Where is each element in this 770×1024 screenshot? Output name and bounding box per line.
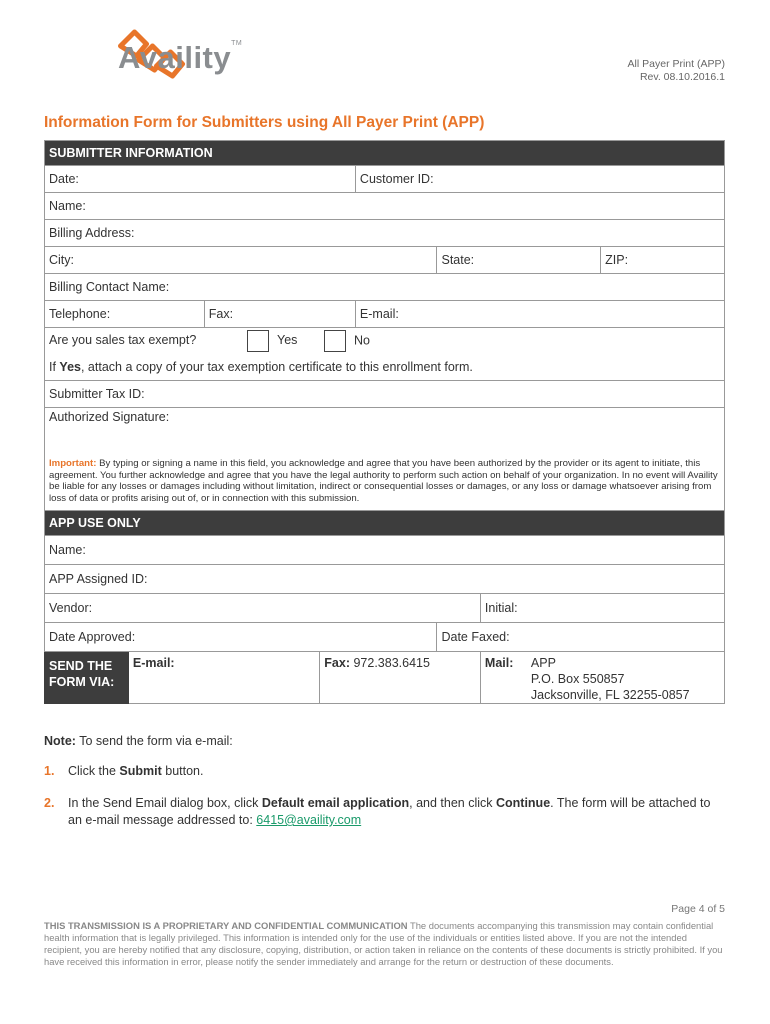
date-faxed-field[interactable] (437, 623, 725, 652)
yes-label: Yes (277, 333, 298, 348)
zip-field[interactable] (601, 247, 725, 274)
revision-block (628, 58, 725, 84)
step-2: 2. In the Send Email dialog box, click Default email application, and then click Continue. The form will be attached to an e-mail message addressed to: 6415@availity.com (44, 796, 711, 827)
send-mail-label: Mail: (484, 656, 514, 671)
date-approved-field[interactable] (45, 623, 437, 652)
vendor-label: Vendor: (49, 601, 93, 616)
state-field[interactable] (437, 247, 601, 274)
page-number: Page 4 of 5 (671, 903, 725, 915)
telephone-label: Telephone: (49, 307, 111, 321)
tax-exempt-row (45, 328, 725, 355)
document-name: All Payer Print (APP) (627, 58, 725, 70)
fax-number: 972.383.6415 (349, 656, 430, 671)
send-mail-cell (480, 652, 724, 704)
send-form-via-label: SEND THE FORM VIA: (45, 652, 129, 704)
app-assigned-id-field[interactable] (45, 565, 725, 594)
initial-label: Initial: (484, 601, 518, 616)
city-label: City: (49, 253, 74, 267)
yes-emphasis: Yes (59, 360, 81, 374)
send-email-label: E-mail: (132, 656, 175, 671)
note-label: Note: (44, 734, 76, 748)
name-label: Name: (49, 199, 86, 213)
app-assigned-id-label: APP Assigned ID: (49, 572, 148, 587)
yes-checkbox[interactable] (247, 330, 269, 352)
city-field[interactable] (45, 247, 437, 274)
step-1-number: 1. (44, 764, 55, 778)
trademark-symbol: TM (231, 40, 243, 47)
no-label: No (354, 333, 370, 348)
date-faxed-label: Date Faxed: (441, 630, 510, 645)
initial-field[interactable] (480, 594, 724, 623)
submitter-section-header (45, 141, 725, 166)
email-field[interactable] (355, 301, 724, 328)
date-field[interactable] (45, 166, 356, 193)
send-fax-label: Fax: (324, 656, 350, 671)
signature-label: Authorized Signature: (49, 410, 170, 424)
send-fax-cell (320, 652, 481, 704)
date-approved-label: Date Approved: (49, 630, 136, 645)
section-title: APP USE ONLY (45, 511, 725, 536)
tax-exempt-instruction: If Yes, attach a copy of your tax exemption certificate to this enrollment form. (45, 354, 725, 381)
important-label: Important: (49, 458, 97, 469)
confidentiality-footer (44, 920, 725, 968)
fax-field[interactable] (204, 301, 355, 328)
billing-contact-label: Billing Contact Name: (49, 280, 170, 294)
telephone-field[interactable] (45, 301, 205, 328)
vendor-field[interactable] (45, 594, 481, 623)
customer-id-label: Customer ID: (359, 172, 434, 186)
tax-exempt-question: Are you sales tax exempt? (49, 333, 197, 348)
footer-bold: THIS TRANSMISSION IS A PROPRIETARY AND CONFIDENTIAL COMMUNICATION (44, 920, 408, 931)
name-field[interactable] (45, 193, 725, 220)
mail-address: APP P.O. Box 550857 Jacksonville, FL 32255-0857 (530, 656, 690, 703)
app-name-label: Name: (49, 543, 86, 558)
step-2-number: 2. (44, 796, 55, 810)
brand-name: Availity™ (118, 40, 243, 75)
tax-id-field[interactable] (45, 381, 725, 408)
app-use-section-header (45, 511, 725, 536)
section-title: SUBMITTER INFORMATION (45, 141, 725, 166)
no-checkbox[interactable] (324, 330, 346, 352)
important-text: By typing or signing a name in this field, you acknowledge and agree that you have been authorized by the provider or its agent to initiate, this agreement. You further acknowledge and agree that you have the legal authority to perform such action on behalf of your organization. In no event will Availity be liable for any losses or damages including without limitation, indirect or consequential losses or damages, or any loss or damage whatsoever arising from loss of data or profits arising out of, or in connection with this submission. (49, 458, 718, 504)
billing-contact-field[interactable] (45, 274, 725, 301)
state-label: State: (441, 253, 475, 267)
fax-label: Fax: (208, 307, 234, 321)
app-name-field[interactable] (45, 536, 725, 565)
date-label: Date: (49, 172, 79, 186)
revision-number: Rev. 08.10.2016.1 (639, 71, 725, 83)
note: Note: To send the form via e-mail: (44, 734, 233, 748)
form-title: Information Form for Submitters using All Payer Print (APP) (44, 114, 485, 131)
information-form (44, 140, 725, 704)
billing-address-label: Billing Address: (49, 226, 135, 240)
important-notice (45, 452, 724, 510)
signature-field[interactable] (45, 408, 725, 511)
tax-id-label: Submitter Tax ID: (49, 387, 145, 401)
step-1: 1. Click the Submit button. (44, 764, 204, 778)
zip-label: ZIP: (605, 253, 629, 267)
email-label: E-mail: (359, 307, 399, 321)
email-address-link[interactable]: 6415@availity.com (256, 813, 362, 827)
footer-text: The documents accompanying this transmission may contain confidential health information that is legally privileged. This information is intended only for the use of the individuals or entities listed above. If you are not the intended recipient, you are hereby notified that any disclosure, copying, distribution, or action taken in reliance on the contents of these documents is strictly prohibited. If you have received this information in error, please notify the sender immediately and arrange for the return or destruction of these documents. (44, 920, 723, 967)
customer-id-field[interactable] (355, 166, 724, 193)
billing-address-field[interactable] (45, 220, 725, 247)
send-email-cell (128, 652, 319, 704)
